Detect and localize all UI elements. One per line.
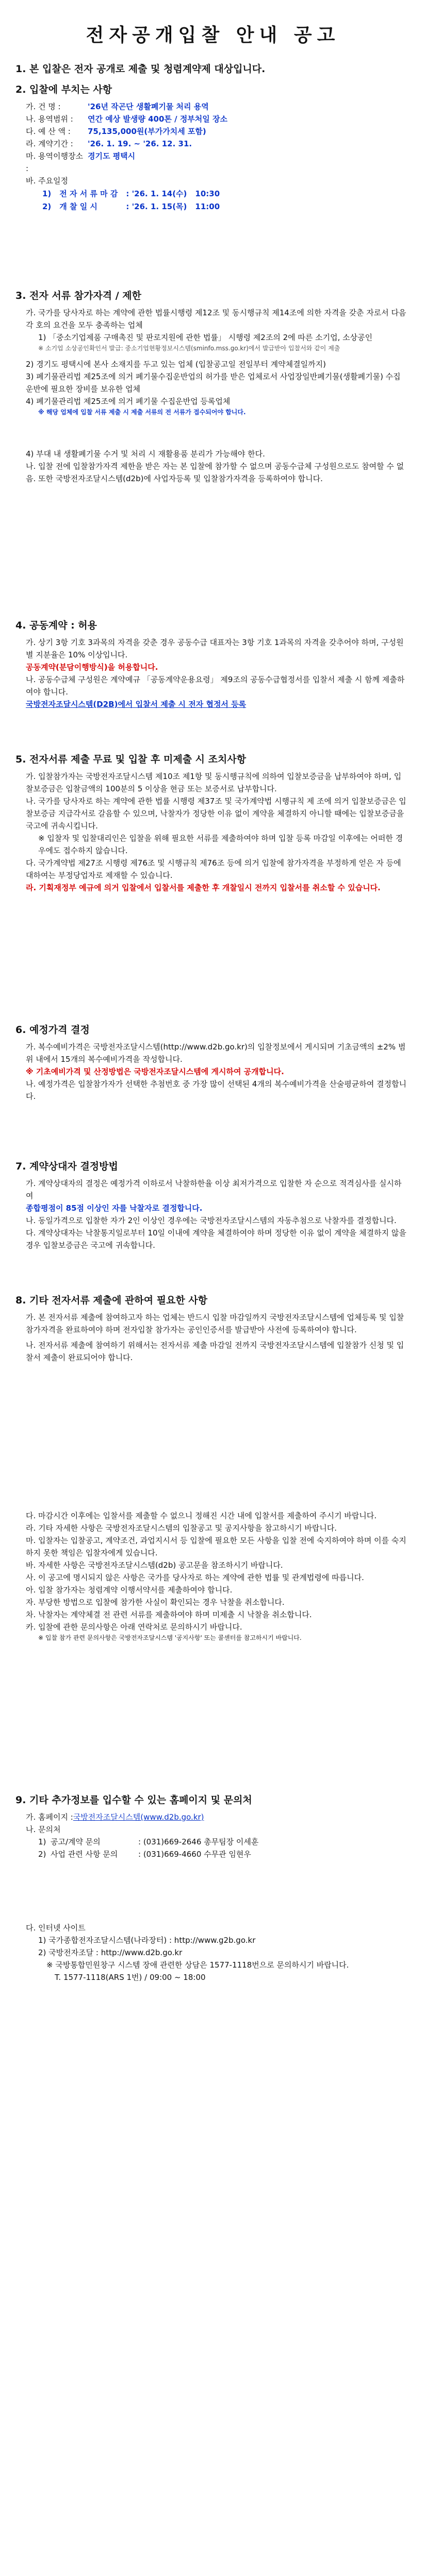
s3-para: 2) 경기도 평택시에 본사 소재지를 두고 있는 업체 (입찰공고일 전일부터 계약체결일까지) xyxy=(26,360,326,369)
section-8-heading: 8. 기타 전자서류 제출에 관하여 필요한 사항 xyxy=(15,1295,208,1306)
s7-para: 가. 계약상대자의 결정은 예정가격 이하로서 낙찰하한율 이상 최저가격으로 입찰한 자 순으로 적격심사를 실시하여 xyxy=(26,1179,402,1200)
bid-item-label: 가. 건 명 : xyxy=(26,102,61,111)
section-5-heading: 5. 전자서류 제출 무료 및 입찰 후 미제출 시 조치사항 xyxy=(15,754,247,765)
bid-item-value: 경기도 평택시 xyxy=(88,151,136,161)
contact-name: 공고/계약 문의 xyxy=(51,1837,101,1846)
s8-para: 라. 기타 자세한 사항은 국방전자조달시스템의 입찰공고 및 공지사항을 참고하시기 바랍니다. xyxy=(26,1523,337,1533)
contact-label: 나. 문의처 xyxy=(26,1825,61,1834)
s8-para: 차. 낙찰자는 계약체결 전 관련 서류를 제출하여야 하며 미제출 시 낙찰을 취소합니다. xyxy=(26,1610,312,1619)
s4-para: 가. 상기 3항 기호 3과목의 자격을 갖춘 경우 공동수급 대표자는 3항 기호 1과목의 자격을 갖추어야 하며, 구성원별 지분율은 10% 이상입니다. xyxy=(26,638,404,659)
s8-para: 아. 입찰 참가자는 청렴계약 이행서약서를 제출하여야 합니다. xyxy=(26,1585,233,1595)
section-9-body xyxy=(26,1811,407,1860)
s3-para: 1) 「중소기업제품 구매촉진 및 판로지원에 관한 법률」 시행령 제2조의 2에 따른 소기업, 소상공인 xyxy=(38,333,373,342)
bid-item xyxy=(26,150,421,175)
contact-no: 2) xyxy=(38,1850,46,1859)
section-3-body xyxy=(26,307,407,485)
internet-sites xyxy=(26,1922,407,1984)
s4-para: 나. 공동수급체 구성원은 계약예규 「공동계약운용요령」 제9조의 공동수급협정서를 입찰서 제출 시 함께 제출하여야 합니다. xyxy=(26,675,405,697)
schedule-table xyxy=(38,187,224,213)
s5-emphasis: 라. 기획재정부 예규에 의거 입찰에서 입찰서를 제출한 후 개찰일시 전까지 입찰서를 취소할 수 있습니다. xyxy=(26,883,381,892)
s4-emphasis: 국방전자조달시스템(D2B)에서 입찰서 제출 시 전자 협정서 등록 xyxy=(26,700,247,709)
schedule-name: 개 찰 일 시 xyxy=(59,202,97,211)
s8-para: 카. 입찰에 관한 문의사항은 아래 연락처로 문의하시기 바랍니다. xyxy=(26,1622,242,1632)
s6-para: 나. 예정가격은 입찰참가자가 선택한 추첨번호 중 가장 많이 선택된 4개의 복수예비가격을 산술평균하여 결정합니다. xyxy=(26,1079,407,1101)
schedule-row xyxy=(38,200,224,213)
section-3-heading: 3. 전자 서류 참가자격 / 제한 xyxy=(15,290,141,301)
homepage-label: 가. 홈페이지 : xyxy=(26,1812,73,1822)
schedule-date: : '26. 1. 14(수) xyxy=(126,189,187,198)
s8-para: 사. 이 공고에 명시되지 않은 사항은 국가를 당사자로 하는 계약에 관한 법률 및 관계법령에 따릅니다. xyxy=(26,1573,364,1582)
notes-heading: 다. 인터넷 사이트 xyxy=(26,1923,86,1933)
s8-para: 마. 입찰자는 입찰공고, 계약조건, 과업지시서 등 입찰에 필요한 모든 사항을 입찰 전에 숙지하여야 하며 이를 숙지하지 못한 책임은 입찰자에게 있습니다. xyxy=(26,1536,406,1557)
section-9-heading: 9. 기타 추가정보를 입수할 수 있는 홈페이지 및 문의처 xyxy=(15,1794,252,1806)
notes-item: 1) 국가종합전자조달시스템(나라장터) : http://www.g2b.go.kr xyxy=(38,1936,256,1945)
s8-note: ※ 입찰 참가 관련 문의사항은 국방전자조달시스템 '공지사항' 또는 콜센터를 참고하시기 바랍니다. xyxy=(38,1634,302,1641)
s8-para: 나. 전자서류 제출에 참여하기 위해서는 전자서류 제출 마감일 전까지 국방전자조달시스템에 입찰참가 신청 및 입찰서 제출이 완료되어야 합니다. xyxy=(26,1341,404,1362)
s8-para: 다. 마감시간 이후에는 입찰서를 제출할 수 없으니 정해진 시간 내에 입찰서를 제출하여 주시기 바랍니다. xyxy=(26,1511,377,1520)
section-2-heading: 2. 입찰에 부치는 사항 xyxy=(15,84,112,95)
contact-row xyxy=(26,1848,407,1860)
bid-item-value: '26. 1. 19. ~ '26. 12. 31. xyxy=(88,139,192,148)
section-4-heading: 4. 공동계약 : 허용 xyxy=(15,620,97,631)
s5-para: 다. 국가계약법 제27조 시행령 제76조 및 시행규칙 제76조 등에 의거 입찰에 참가자격을 부정하게 얻은 자 등에 대하여는 부정당업자로 제재할 수 있습니다. xyxy=(26,858,401,880)
schedule-no: 2) xyxy=(42,201,52,211)
bid-item xyxy=(26,125,421,138)
bid-item xyxy=(26,113,421,125)
section-7-body xyxy=(26,1177,407,1251)
bid-item xyxy=(26,175,421,187)
schedule-no: 1) xyxy=(42,189,52,198)
bid-item-value: '26년 작곤단 생활폐기물 처리 용역 xyxy=(88,102,209,111)
bid-item-label: 라. 계약기간 : xyxy=(26,139,73,148)
contact-name: 사업 관련 사항 문의 xyxy=(51,1850,118,1859)
schedule-row xyxy=(38,187,224,200)
s5-para: ※ 입찰자 및 입찰대리인은 입찰을 위해 필요한 서류를 제출하여야 하며 입찰 등록 마감일 이후에는 어떠한 경우에도 접수하지 않습니다. xyxy=(38,834,403,855)
s3-para: 4) 폐기물관리법 제25조에 의거 폐기물 수집운반업 등록업체 xyxy=(26,397,231,406)
s8-para: 바. 자세한 사항은 국방전자조달시스템(d2b) 공고문을 참조하시기 바랍니다. xyxy=(26,1561,283,1570)
section-8-body-continued xyxy=(26,1510,407,1642)
s6-emphasis: ※ 기초예비가격 및 산정방법은 국방전자조달시스템에 게시하여 공개합니다. xyxy=(26,1067,284,1076)
notes-item: T. 1577-1118(ARS 1번) / 09:00 ~ 18:00 xyxy=(55,1973,206,1982)
section-5-body xyxy=(26,770,407,894)
schedule-date: : '26. 1. 15(목) xyxy=(126,202,187,211)
bid-item xyxy=(26,138,421,150)
bid-items xyxy=(26,100,421,213)
homepage-link[interactable]: 국방전자조달시스템(www.d2b.go.kr) xyxy=(73,1812,204,1822)
bid-item-value: 연간 예상 발생량 400톤 / 정부처일 장소 xyxy=(88,114,227,124)
page-title: 전자공개입찰 안내 공고 xyxy=(86,25,340,46)
section-7-heading: 7. 계약상대자 결정방법 xyxy=(15,1161,118,1172)
s3-para: 4) 부대 내 생활폐기물 수거 및 처리 시 재활용품 분리가 가능해야 한다. xyxy=(26,449,265,459)
schedule-name: 전 자 서 류 마 감 xyxy=(59,189,118,198)
s3-note: ※ 해당 업체에 입찰 서류 제출 시 제출 서류의 전 서류가 접수되어야 합니다. xyxy=(38,409,246,416)
s5-para: 나. 국가를 당사자로 하는 계약에 관한 법률 시행령 제37조 및 국가계약법 시행규칙 제 조에 의거 입찰보증금은 입찰보증금 지급각서로 갈음할 수 있으며, 낙찰자가 정당한 이유 없이 계약을 체결하지 아니할 때에는 입찰보증금을 국고에 귀속시킵니다. xyxy=(26,796,406,831)
bid-item-label: 마. 용역이행장소 : xyxy=(26,151,83,173)
s8-para: 가. 본 전자서류 제출에 참여하고자 하는 업체는 반드시 입찰 마감일까지 국방전자조달시스템에 업체등록 및 입찰참가자격을 완료하여야 하며 전자입찰 참가자는 공인인증서를 발급받아 사전에 등록하여야 합니다. xyxy=(26,1313,404,1334)
s7-para: 다. 계약상대자는 낙찰통지일로부터 10일 이내에 계약을 체결하여야 하며 정당한 이유 없이 계약을 체결하지 않을 경우 입찰보증금은 국고에 귀속합니다. xyxy=(26,1228,406,1250)
s5-para: 가. 입찰참가자는 국방전자조달시스템 제10조 제1항 및 동시행규칙에 의하여 입찰보증금을 납부하여야 하며, 입찰보증금은 입찰금액의 100분의 5 이상을 현금 또는 보증서로 납부합니다. xyxy=(26,772,402,793)
schedule-time: 10:30 xyxy=(195,189,220,198)
section-6-heading: 6. 예정가격 결정 xyxy=(15,1024,90,1036)
s3-note: ※ 소기업 소상공인확인서 발급: 중소기업현황정보시스템(sminfo.mss.go.kr)에서 발급받아 입찰서와 같이 제출 xyxy=(38,345,340,352)
s8-para: 자. 부당한 방법으로 입찰에 참가한 사실이 확인되는 경우 낙찰을 취소합니다. xyxy=(26,1598,285,1607)
bid-item-label: 바. 주요일정 xyxy=(26,176,68,185)
s3-para: 나. 입찰 전에 입찰참가자격 제한을 받은 자는 본 입찰에 참가할 수 없으며 공동수급체 구성원으로도 참여할 수 없음. 또한 국방전자조달시스템(d2b)에 사업자등록 및 입찰참가자격을 등록하여야 합니다. xyxy=(26,462,404,483)
s3-para: 가. 국가를 당사자로 하는 계약에 관한 법률시행령 제12조 및 동시행규칙 제14조에 의한 자격을 갖춘 자로서 다음 각 호의 요건을 모두 충족하는 업체 xyxy=(26,308,406,330)
contact-phone: : (031)669-4660 수무관 임현우 xyxy=(138,1850,251,1859)
section-1-heading: 1. 본 입찰은 전자 공개로 제출 및 청렴계약제 대상입니다. xyxy=(15,63,266,75)
s6-para: 가. 복수예비가격은 국방전자조달시스템(http://www.d2b.go.kr)의 입찰정보에서 게시되며 기초금액의 ±2% 범위 내에서 15개의 복수예비가격을 작성합니다. xyxy=(26,1042,406,1064)
s4-emphasis: 공동계약(분담이행방식)을 허용합니다. xyxy=(26,663,158,672)
notes-item: ※ 국방통합민원창구 시스템 장애 관련한 상담은 1577-1118번으로 문의하시기 바랍니다. xyxy=(46,1960,349,1970)
s3-para: 3) 폐기물관리법 제25조에 의거 폐기물수집운반업의 허가를 받은 업체로서 사업장일반폐기물(생활폐기물) 수집운반에 필요한 장비를 보유한 업체 xyxy=(26,372,401,394)
bid-item-label: 나. 용역범위 : xyxy=(26,114,73,124)
bid-item-value: 75,135,000원(부가가치세 포함) xyxy=(88,127,206,136)
s7-emphasis: 종합평점이 85점 이상인 자를 낙찰자로 결정합니다. xyxy=(26,1204,203,1213)
schedule-time: 11:00 xyxy=(195,201,220,211)
section-4-body xyxy=(26,636,407,710)
notes-item: 2) 국방전자조달 : http://www.d2b.go.kr xyxy=(38,1948,183,1957)
homepage-row xyxy=(26,1811,407,1823)
s7-para: 나. 동일가격으로 입찰한 자가 2인 이상인 경우에는 국방전자조달시스템의 자동추첨으로 낙찰자를 결정합니다. xyxy=(26,1216,397,1225)
bid-item-label: 다. 예 산 액 : xyxy=(26,127,71,136)
contact-row xyxy=(26,1836,407,1848)
section-8-body xyxy=(26,1311,407,1364)
bid-item xyxy=(26,100,421,113)
contact-phone: : (031)669-2646 총무팀장 이세훈 xyxy=(138,1837,259,1846)
section-6-body xyxy=(26,1041,407,1103)
contact-no: 1) xyxy=(38,1837,46,1846)
